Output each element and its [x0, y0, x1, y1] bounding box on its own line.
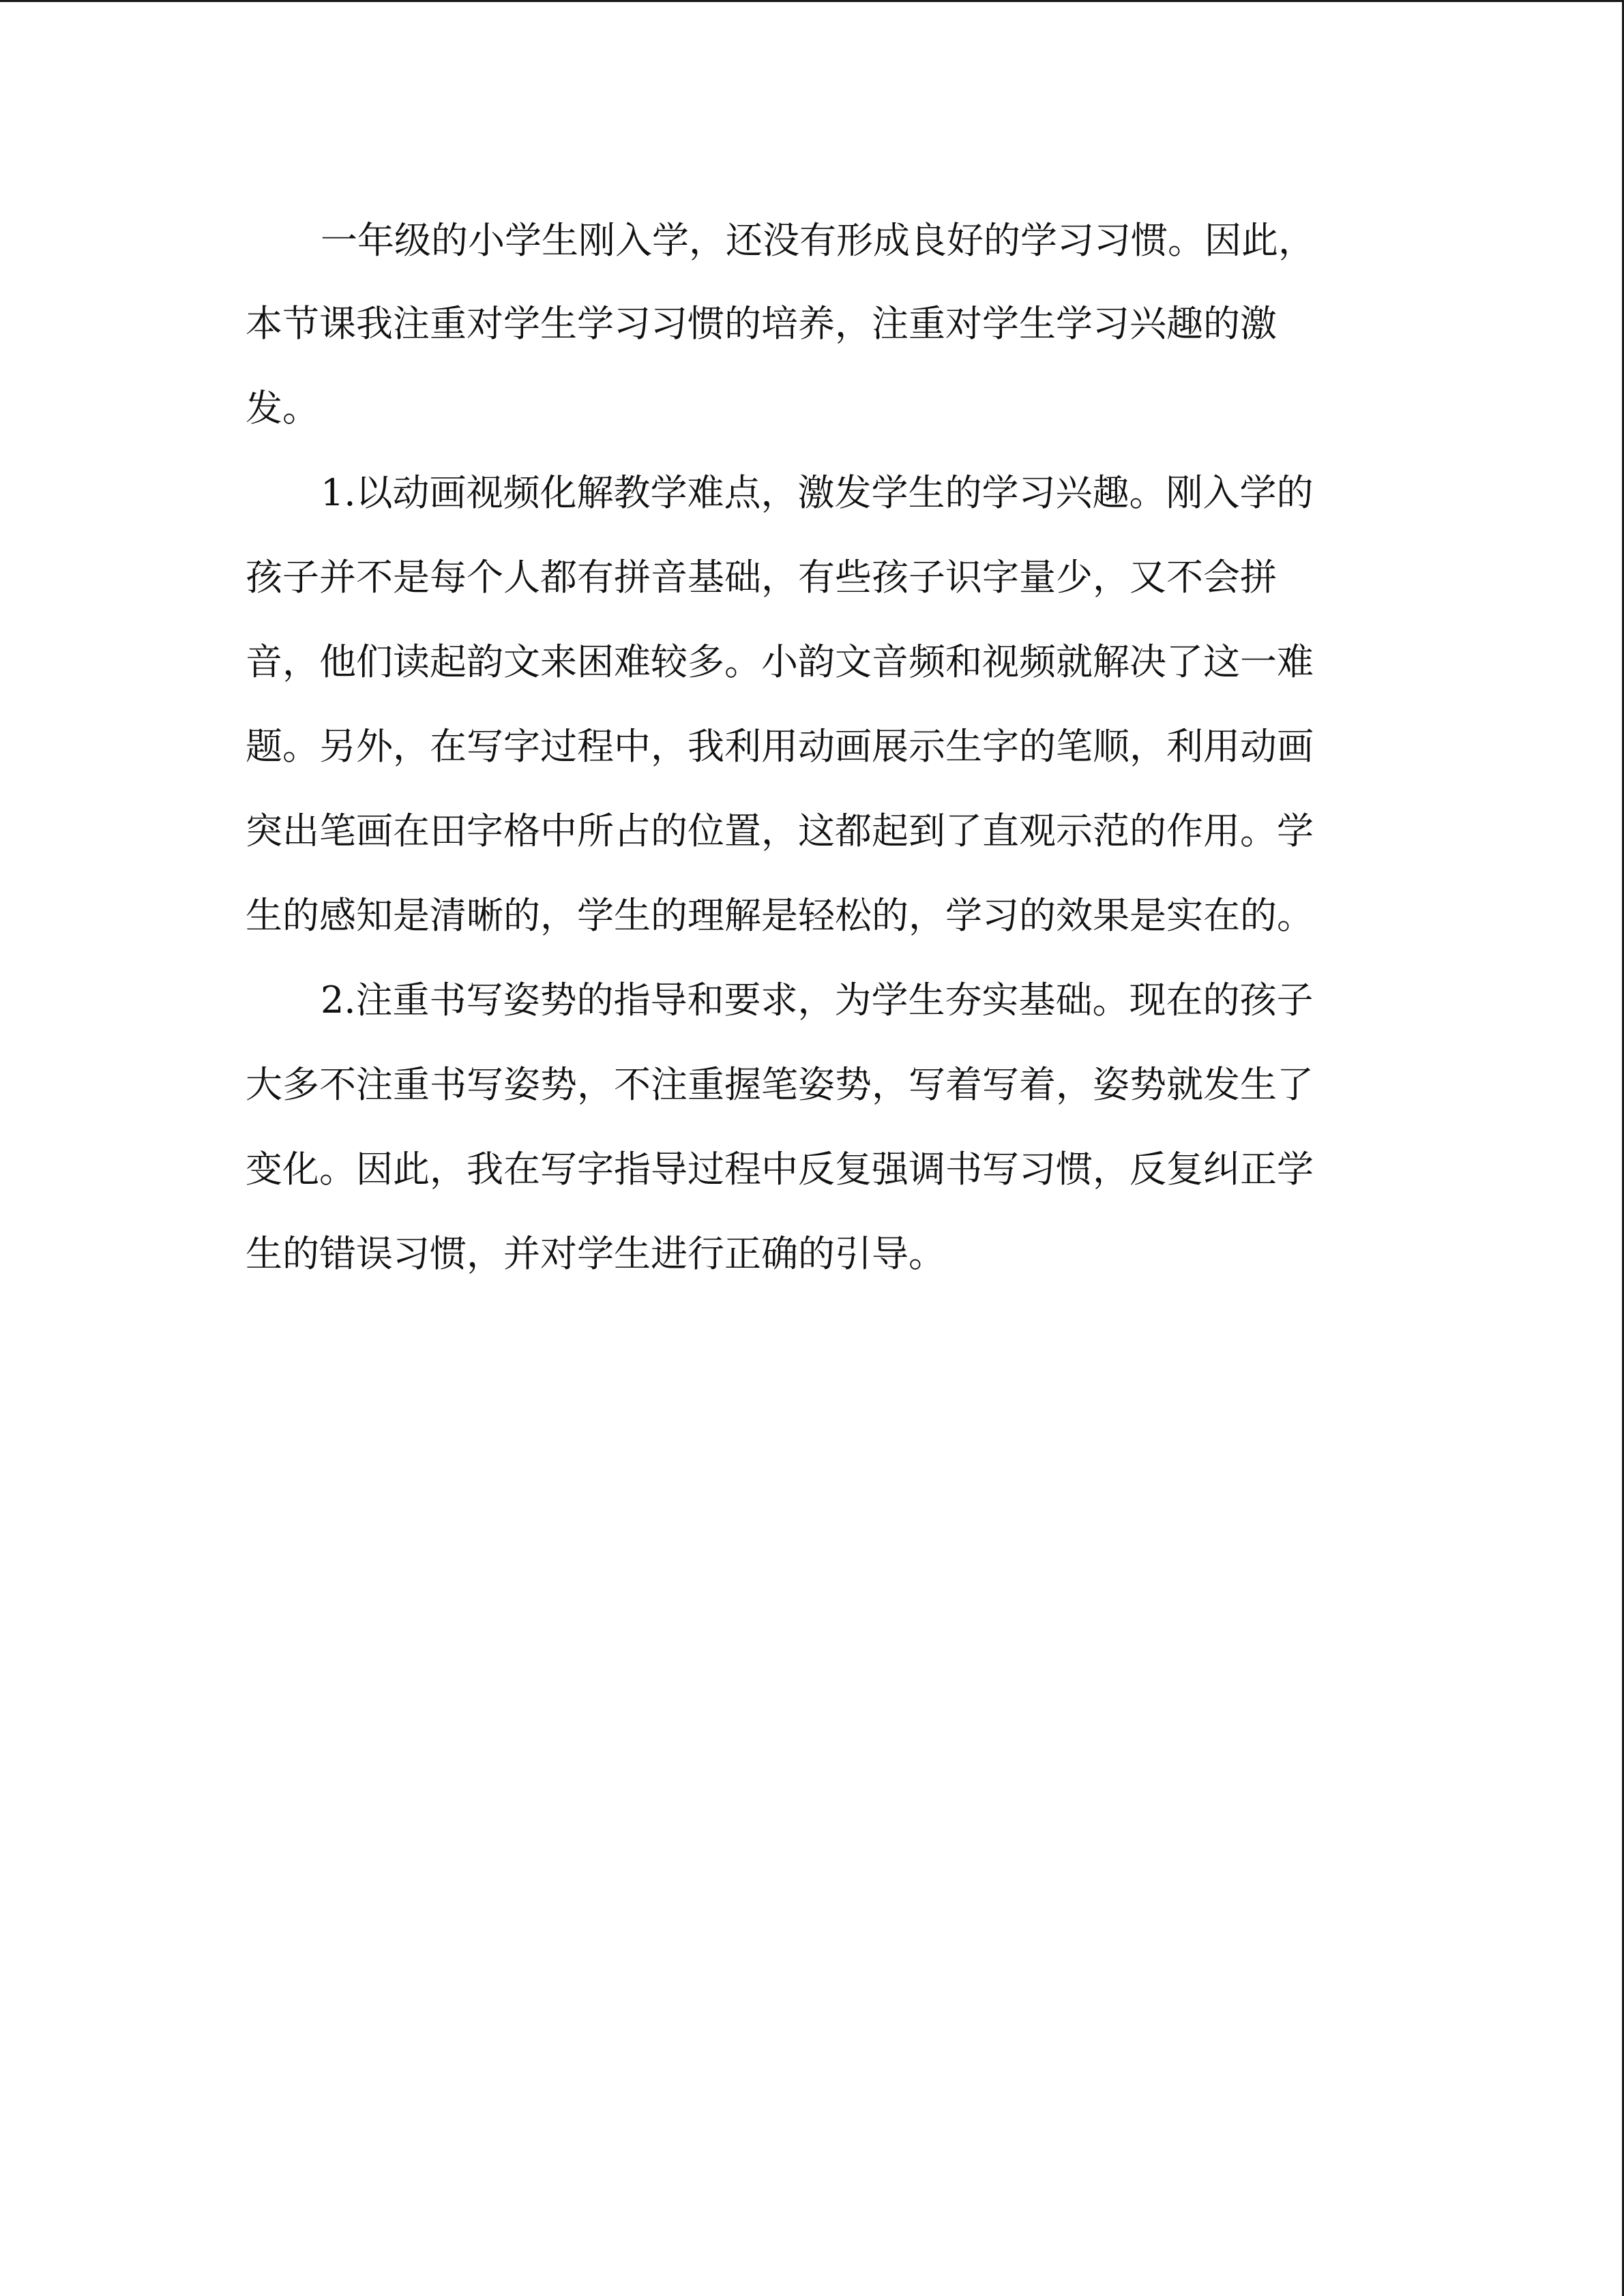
text-line: 2.注重书写姿势的指导和要求，为学生夯实基础。现在的孩子: [321, 979, 1314, 1022]
text-line: 1.以动画视频化解教学难点，激发学生的学习兴趣。刚入学的: [321, 471, 1314, 514]
text-line: 题。另外，在写字过程中，我利用动画展示生字的笔顺，利用动画: [246, 725, 1314, 768]
text-line: 生的感知是清晰的，学生的理解是轻松的，学习的效果是实在的。: [246, 894, 1314, 937]
text-line: 生的错误习惯，并对学生进行正确的引导。: [246, 1232, 945, 1275]
text-line: 一年级的小学生刚入学，还没有形成良好的学习习惯。因此，: [321, 219, 1315, 262]
text-line: 发。: [246, 387, 319, 430]
page-top-border: [0, 0, 1624, 2]
text-line: 突出笔画在田字格中所占的位置，这都起到了直观示范的作用。学: [246, 809, 1314, 852]
text-line: 孩子并不是每个人都有拼音基础，有些孩子识字量少，又不会拼: [246, 556, 1277, 599]
text-line: 变化。因此，我在写字指导过程中反复强调书写习惯，反复纠正学: [246, 1148, 1314, 1191]
text-line: 大多不注重书写姿势，不注重握笔姿势，写着写着，姿势就发生了: [246, 1063, 1314, 1106]
text-line: 本节课我注重对学生学习习惯的培养，注重对学生学习兴趣的激: [246, 302, 1277, 345]
text-line: 音，他们读起韵文来困难较多。小韵文音频和视频就解决了这一难: [246, 640, 1314, 683]
